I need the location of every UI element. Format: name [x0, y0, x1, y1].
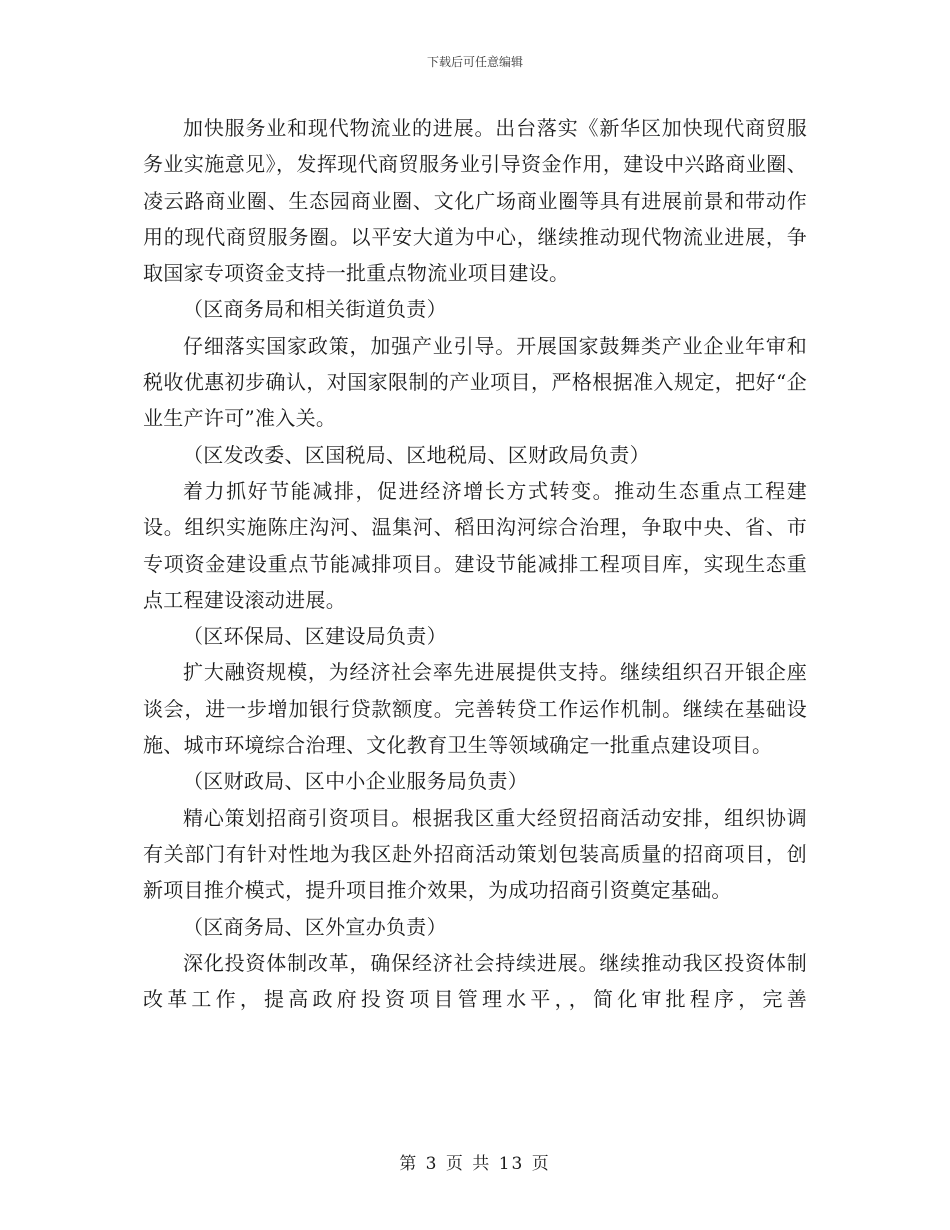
responsibility-note: （区发改委、区国税局、区地税局、区财政局负责） [183, 442, 650, 467]
paragraph-investment-reform: 深化投资体制改革，确保经济社会持续进展。继续推动我区投资体制改革工作，提高政府投资项目管理水平，，简化审批程序，完善 [143, 950, 807, 1012]
page-header: 下载后可任意编辑 [426, 55, 523, 69]
responsibility-note: （区商务局、区外宣办负责） [183, 914, 447, 939]
paragraph-investment-projects: 精心策划招商引资项目。根据我区重大经贸招商活动安排，组织协调有关部门有针对性地为我区赴外招商活动策划包装高质量的招商项目，创新项目推介模式，提升项目推介效果，为成功招商引资奠定基础。 [143, 805, 807, 903]
paragraph-industrial-policy: 仔细落实国家政策，加强产业引导。开展国家鼓舞类产业企业年审和税收优惠初步确认，对国家限制的产业项目，严格根据准入规定，把好“企业生产许可”准入关。 [143, 333, 807, 431]
responsibility-note: （区财政局、区中小企业服务局负责） [183, 769, 529, 794]
responsibility-note: （区商务局和相关街道负责） [183, 297, 447, 322]
paragraph-energy-saving: 着力抓好节能减排，促进经济增长方式转变。推动生态重点工程建设。组织实施陈庄沟河、温集河、稻田沟河综合治理，争取中央、省、市专项资金建设重点节能减排项目。建设节能减排工程项目库，实现生态重点工程建设滚动进展。 [143, 478, 807, 612]
page-number: 第 3 页 共 13 页 [399, 1154, 551, 1174]
paragraph-commerce-logistics: 加快服务业和现代物流业的进展。出台落实《新华区加快现代商贸服务业实施意见》，发挥现代商贸服务业引导资金作用，建设中兴路商业圈、凌云路商业圈、生态园商业圈、文化广场商业圈等具有进展前景和带动作用的现代商贸服务圈。以平安大道为中心，继续推动现代物流业进展，争取国家专项资金支持一批重点物流业项目建设。 [143, 116, 807, 286]
paragraph-financing: 扩大融资规模，为经济社会率先进展提供支持。继续组织召开银企座谈会，进一步增加银行贷款额度。完善转贷工作运作机制。继续在基础设施、城市环境综合治理、文化教育卫生等领域确定一批重点建设项目。 [143, 660, 807, 758]
responsibility-note: （区环保局、区建设局负责） [183, 624, 447, 649]
document-body [143, 110, 807, 1017]
